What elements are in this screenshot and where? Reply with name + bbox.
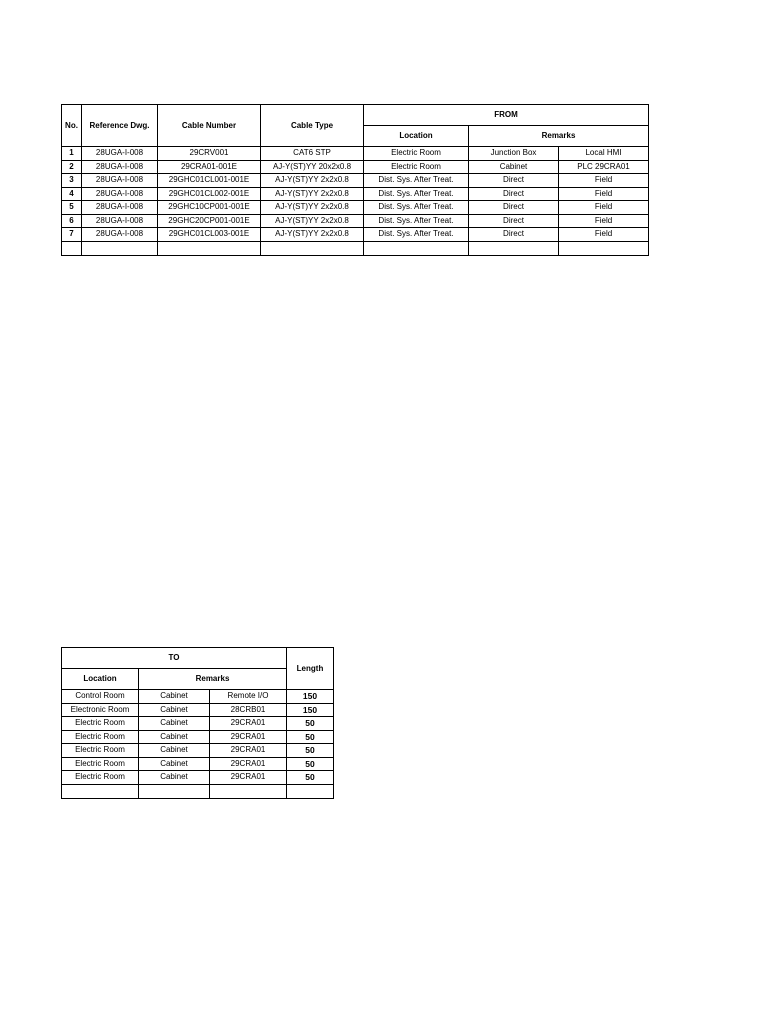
cell-no: 1 bbox=[62, 147, 82, 161]
cell-no: 5 bbox=[62, 201, 82, 215]
empty-cell bbox=[62, 241, 82, 255]
cable-from-table bbox=[61, 104, 649, 256]
cell-remark2: Field bbox=[559, 201, 649, 215]
table-row bbox=[62, 717, 334, 731]
table-row bbox=[62, 730, 334, 744]
cell-remark1: Junction Box bbox=[469, 147, 559, 161]
cell-location: Electronic Room bbox=[62, 703, 139, 717]
cell-remark2: 29CRA01 bbox=[210, 717, 287, 731]
cell-remark2: PLC 29CRA01 bbox=[559, 160, 649, 174]
cell-remark2: 29CRA01 bbox=[210, 730, 287, 744]
cell-length: 50 bbox=[287, 744, 334, 758]
header-from-remarks: Remarks bbox=[469, 126, 649, 147]
cell-no: 4 bbox=[62, 187, 82, 201]
cell-reference: 28UGA-I-008 bbox=[82, 147, 158, 161]
cell-remark1: Cabinet bbox=[139, 703, 210, 717]
cell-no: 6 bbox=[62, 214, 82, 228]
table-row bbox=[62, 744, 334, 758]
cell-remark2: Field bbox=[559, 228, 649, 242]
cell-cable-number: 29GHC20CP001-001E bbox=[158, 214, 261, 228]
header-length: Length bbox=[287, 648, 334, 690]
table-row bbox=[62, 703, 334, 717]
cell-remark1: Cabinet bbox=[139, 690, 210, 704]
cell-remark2: 28CRB01 bbox=[210, 703, 287, 717]
cell-cable-type: AJ-Y(ST)YY 2x2x0.8 bbox=[261, 214, 364, 228]
cell-cable-number: 29GHC01CL001-001E bbox=[158, 174, 261, 188]
cell-remark1: Direct bbox=[469, 174, 559, 188]
cell-cable-number: 29GHC10CP001-001E bbox=[158, 201, 261, 215]
cell-cable-type: AJ-Y(ST)YY 2x2x0.8 bbox=[261, 187, 364, 201]
cell-reference: 28UGA-I-008 bbox=[82, 160, 158, 174]
cell-location: Dist. Sys. After Treat. bbox=[364, 187, 469, 201]
table-row bbox=[62, 757, 334, 771]
cell-location: Electric Room bbox=[62, 757, 139, 771]
cell-no: 7 bbox=[62, 228, 82, 242]
table-row bbox=[62, 771, 334, 785]
cell-location: Electric Room bbox=[62, 771, 139, 785]
cell-remark2: Remote I/O bbox=[210, 690, 287, 704]
header-cable-number: Cable Number bbox=[158, 105, 261, 147]
cell-location: Electric Room bbox=[62, 744, 139, 758]
cell-remark1: Cabinet bbox=[139, 757, 210, 771]
cell-no: 2 bbox=[62, 160, 82, 174]
header-to-remarks: Remarks bbox=[139, 669, 287, 690]
cell-location: Dist. Sys. After Treat. bbox=[364, 228, 469, 242]
empty-cell bbox=[364, 241, 469, 255]
cell-remark1: Direct bbox=[469, 228, 559, 242]
cell-cable-number: 29CRA01-001E bbox=[158, 160, 261, 174]
cell-length: 50 bbox=[287, 771, 334, 785]
cell-cable-number: 29GHC01CL003-001E bbox=[158, 228, 261, 242]
cell-length: 50 bbox=[287, 717, 334, 731]
cell-cable-number: 29GHC01CL002-001E bbox=[158, 187, 261, 201]
empty-cell bbox=[469, 241, 559, 255]
cell-no: 3 bbox=[62, 174, 82, 188]
cell-remark2: 29CRA01 bbox=[210, 744, 287, 758]
cell-location: Electric Room bbox=[364, 147, 469, 161]
cell-cable-type: AJ-Y(ST)YY 2x2x0.8 bbox=[261, 174, 364, 188]
cell-location: Dist. Sys. After Treat. bbox=[364, 174, 469, 188]
cell-reference: 28UGA-I-008 bbox=[82, 187, 158, 201]
empty-cell bbox=[210, 784, 287, 798]
cell-cable-number: 29CRV001 bbox=[158, 147, 261, 161]
cell-remark2: 29CRA01 bbox=[210, 757, 287, 771]
cell-length: 150 bbox=[287, 690, 334, 704]
cell-cable-type: AJ-Y(ST)YY 2x2x0.8 bbox=[261, 201, 364, 215]
cell-cable-type: CAT6 STP bbox=[261, 147, 364, 161]
cell-length: 50 bbox=[287, 730, 334, 744]
header-reference-dwg: Reference Dwg. bbox=[82, 105, 158, 147]
cell-remark2: 29CRA01 bbox=[210, 771, 287, 785]
empty-cell bbox=[261, 241, 364, 255]
cell-remark1: Direct bbox=[469, 214, 559, 228]
header-from-location: Location bbox=[364, 126, 469, 147]
header-to-location: Location bbox=[62, 669, 139, 690]
cell-cable-type: AJ-Y(ST)YY 2x2x0.8 bbox=[261, 228, 364, 242]
header-from: FROM bbox=[364, 105, 649, 126]
cell-length: 50 bbox=[287, 757, 334, 771]
empty-row bbox=[62, 784, 334, 798]
table-row bbox=[62, 214, 649, 228]
cell-location: Dist. Sys. After Treat. bbox=[364, 201, 469, 215]
cell-location: Electric Room bbox=[364, 160, 469, 174]
cell-remark2: Field bbox=[559, 174, 649, 188]
empty-cell bbox=[158, 241, 261, 255]
cable-to-table bbox=[61, 647, 334, 799]
empty-row bbox=[62, 241, 649, 255]
cell-reference: 28UGA-I-008 bbox=[82, 201, 158, 215]
cell-remark1: Direct bbox=[469, 201, 559, 215]
cell-remark2: Field bbox=[559, 214, 649, 228]
table-row bbox=[62, 187, 649, 201]
cell-remark1: Cabinet bbox=[139, 744, 210, 758]
cell-remark1: Cabinet bbox=[469, 160, 559, 174]
header-to: TO bbox=[62, 648, 287, 669]
cell-location: Dist. Sys. After Treat. bbox=[364, 214, 469, 228]
header-cable-type: Cable Type bbox=[261, 105, 364, 147]
empty-cell bbox=[62, 784, 139, 798]
empty-cell bbox=[82, 241, 158, 255]
cell-remark1: Cabinet bbox=[139, 730, 210, 744]
empty-cell bbox=[287, 784, 334, 798]
cell-remark1: Direct bbox=[469, 187, 559, 201]
cell-remark1: Cabinet bbox=[139, 717, 210, 731]
table-row bbox=[62, 690, 334, 704]
cell-length: 150 bbox=[287, 703, 334, 717]
table-row bbox=[62, 201, 649, 215]
table-row bbox=[62, 147, 649, 161]
cell-remark1: Cabinet bbox=[139, 771, 210, 785]
table-row bbox=[62, 174, 649, 188]
empty-cell bbox=[139, 784, 210, 798]
cell-location: Electric Room bbox=[62, 730, 139, 744]
cell-remark2: Field bbox=[559, 187, 649, 201]
cell-location: Electric Room bbox=[62, 717, 139, 731]
cell-reference: 28UGA-I-008 bbox=[82, 174, 158, 188]
cell-remark2: Local HMI bbox=[559, 147, 649, 161]
cell-location: Control Room bbox=[62, 690, 139, 704]
cell-reference: 28UGA-I-008 bbox=[82, 214, 158, 228]
table-row bbox=[62, 228, 649, 242]
cell-cable-type: AJ-Y(ST)YY 20x2x0.8 bbox=[261, 160, 364, 174]
cell-reference: 28UGA-I-008 bbox=[82, 228, 158, 242]
header-no: No. bbox=[62, 105, 82, 147]
empty-cell bbox=[559, 241, 649, 255]
table-row bbox=[62, 160, 649, 174]
